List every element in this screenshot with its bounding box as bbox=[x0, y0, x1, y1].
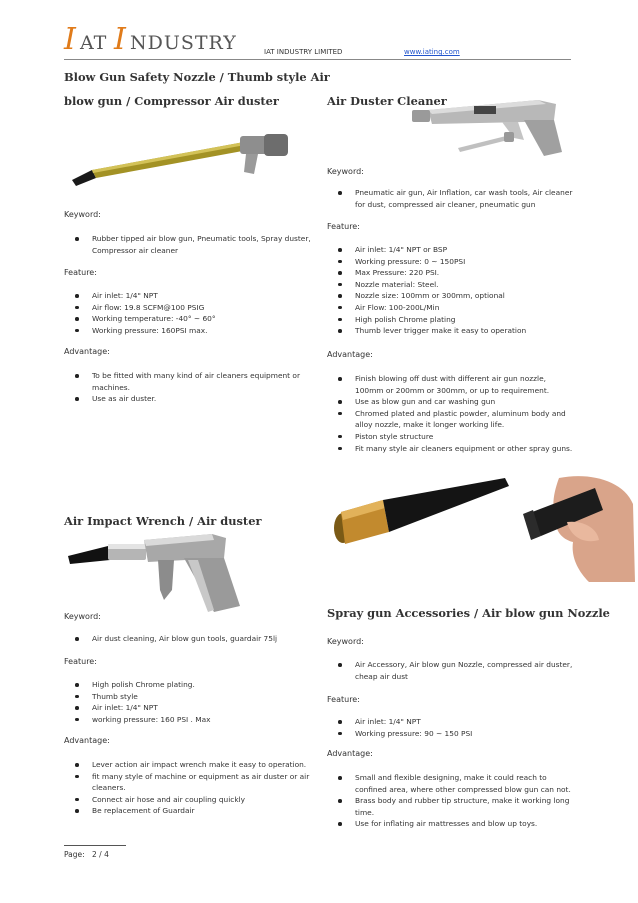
air-blow-gun-rubber-tip-image bbox=[68, 132, 292, 190]
section-1-title-line-1: Blow Gun Safety Nozzle / Thumb style Air bbox=[64, 70, 330, 84]
impact-blow-gun-image bbox=[64, 530, 260, 618]
section-4-advantage-label: Advantage: bbox=[327, 749, 373, 758]
footer-divider bbox=[64, 845, 126, 846]
section-3-advantage-label: Advantage: bbox=[64, 736, 110, 745]
list-item: Air flow: 19.8 SCFM@100 PSIG bbox=[64, 302, 320, 314]
section-3-keyword-list bbox=[64, 633, 320, 645]
section-3-advantage-list bbox=[64, 759, 320, 817]
list-item: Thumb style bbox=[64, 691, 320, 703]
list-item: High polish Chrome plating. bbox=[64, 679, 320, 691]
section-1-advantage-list bbox=[64, 370, 320, 405]
section-3-keyword-label: Keyword: bbox=[64, 612, 101, 621]
list-item: Use as air duster. bbox=[64, 393, 320, 405]
section-1-feature-label: Feature: bbox=[64, 268, 97, 277]
section-4-feature-list bbox=[327, 716, 573, 739]
section-1-title-line-2: blow gun / Compressor Air duster bbox=[64, 94, 279, 108]
list-item: Nozzle size: 100mm or 300mm, optional bbox=[327, 290, 573, 302]
list-item: working pressure: 160 PSI . Max bbox=[64, 714, 320, 726]
list-item: Air inlet: 1/4" NPT or BSP bbox=[327, 244, 573, 256]
section-2-title: Air Duster Cleaner bbox=[327, 94, 447, 108]
section-1-advantage-label: Advantage: bbox=[64, 347, 110, 356]
section-2-advantage-list bbox=[327, 373, 573, 454]
list-item: Fit many style air cleaners equipment or other spray guns. bbox=[327, 443, 573, 455]
list-item: Working pressure: 160PSI max. bbox=[64, 325, 320, 337]
section-2-keyword-list bbox=[327, 187, 573, 210]
list-item: Working temperature: -40° ~ 60° bbox=[64, 313, 320, 325]
section-3-feature-list bbox=[64, 679, 320, 725]
list-item: Nozzle material: Steel. bbox=[327, 279, 573, 291]
section-2-keyword-label: Keyword: bbox=[327, 167, 364, 176]
page-label: Page: bbox=[64, 850, 85, 859]
page-number: 2 / 4 bbox=[92, 850, 109, 859]
company-logo bbox=[64, 22, 237, 57]
air-duster-gun-image bbox=[406, 90, 570, 168]
list-item: Chromed plated and plastic powder, aluminum body and alloy nozzle, make it longer working life. bbox=[327, 408, 573, 431]
list-item: Working pressure: 0 ~ 150PSI bbox=[327, 256, 573, 268]
list-item: Be replacement of Guardair bbox=[64, 805, 320, 817]
list-item: High polish Chrome plating bbox=[327, 314, 573, 326]
list-item: Max Pressure: 220 PSI. bbox=[327, 267, 573, 279]
list-item: Brass body and rubber tip structure, make it working long time. bbox=[327, 795, 573, 818]
section-3-feature-label: Feature: bbox=[64, 657, 97, 666]
logo-letter-i: I bbox=[64, 22, 76, 57]
section-1-keyword-list bbox=[64, 233, 320, 256]
section-1-keyword-label: Keyword: bbox=[64, 210, 101, 219]
list-item: Working pressure: 90 ~ 150 PSI bbox=[327, 728, 573, 740]
section-2-feature-label: Feature: bbox=[327, 222, 360, 231]
list-item: Air dust cleaning, Air blow gun tools, guardair 75lj bbox=[64, 633, 320, 645]
section-4-title: Spray gun Accessories / Air blow gun Nozzle bbox=[327, 606, 610, 620]
section-2-advantage-label: Advantage: bbox=[327, 350, 373, 359]
list-item: Thumb lever trigger make it easy to operation bbox=[327, 325, 573, 337]
list-item: Use as blow gun and car washing gun bbox=[327, 396, 573, 408]
section-4-keyword-list bbox=[327, 659, 573, 682]
list-item: To be fitted with many kind of air cleaners equipment or machines. bbox=[64, 370, 320, 393]
section-1-feature-list bbox=[64, 290, 320, 336]
list-item: Air inlet: 1/4" NPT bbox=[327, 716, 573, 728]
section-4-keyword-label: Keyword: bbox=[327, 637, 364, 646]
section-3-title: Air Impact Wrench / Air duster bbox=[64, 514, 262, 528]
section-2-feature-list bbox=[327, 244, 573, 337]
logo-word-at: AT bbox=[80, 32, 108, 54]
list-item: Air Flow: 100-200L/Min bbox=[327, 302, 573, 314]
logo-letter-i-2: I bbox=[114, 22, 126, 57]
list-item: Rubber tipped air blow gun, Pneumatic tools, Spray duster, Compressor air cleaner bbox=[64, 233, 320, 256]
list-item: Lever action air impact wrench make it easy to operation. bbox=[64, 759, 320, 771]
section-4-advantage-list bbox=[327, 772, 573, 830]
list-item: Air Accessory, Air blow gun Nozzle, compressed air duster, cheap air dust bbox=[327, 659, 573, 682]
header-divider bbox=[64, 59, 571, 60]
list-item: Finish blowing off dust with different air gun nozzle, 100mm or 200mm or 300mm, or up to requirement. bbox=[327, 373, 573, 396]
section-4-feature-label: Feature: bbox=[327, 695, 360, 704]
list-item: Piston style structure bbox=[327, 431, 573, 443]
list-item: fit many style of machine or equipment as air duster or air cleaners. bbox=[64, 771, 320, 794]
list-item: Pneumatic air gun, Air Inflation, car wash tools, Air cleaner for dust, compressed air cleaner, pneumatic gun bbox=[327, 187, 573, 210]
list-item: Air inlet: 1/4" NPT bbox=[64, 290, 320, 302]
company-name: IAT INDUSTRY LIMITED bbox=[264, 48, 343, 56]
list-item: Small and flexible designing, make it could reach to confined area, where other compressed blow gun can not. bbox=[327, 772, 573, 795]
website-link[interactable]: www.iating.com bbox=[404, 48, 460, 56]
list-item: Use for inflating air mattresses and blow up toys. bbox=[327, 818, 573, 830]
list-item: Connect air hose and air coupling quickly bbox=[64, 794, 320, 806]
logo-word-industry: NDUSTRY bbox=[130, 32, 237, 54]
rubber-nozzle-tip-image bbox=[327, 470, 635, 582]
list-item: Air inlet: 1/4" NPT bbox=[64, 702, 320, 714]
